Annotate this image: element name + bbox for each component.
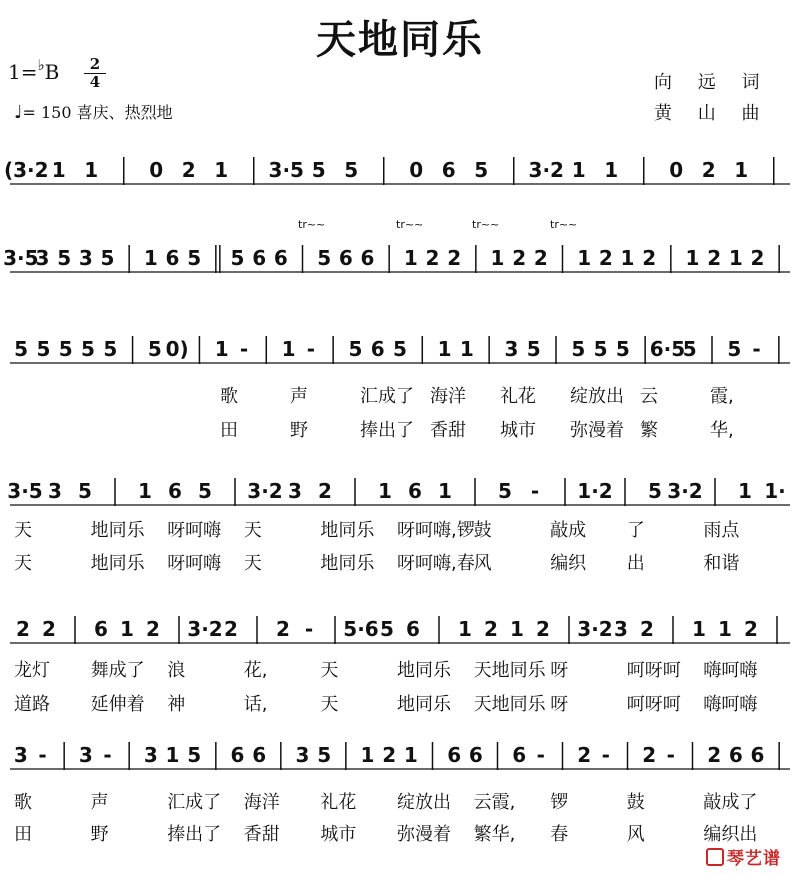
note-token: 3·2 <box>577 617 613 641</box>
lyrics-line-7 <box>0 788 800 818</box>
lyric-segment: 天 <box>320 694 339 715</box>
lyric-segment: 天 <box>243 520 262 541</box>
note-token: 2 <box>447 246 462 270</box>
lyrics-line-6 <box>0 690 800 720</box>
note-token: 6 <box>408 479 422 503</box>
note-token: 1·2 <box>577 479 613 503</box>
quarter-note-icon: ♩ <box>14 102 23 123</box>
lyric-segment: 弥漫着 <box>570 420 624 441</box>
lyric-segment: 嗨呵嗨 <box>703 694 758 715</box>
note-token: 1 <box>604 158 619 182</box>
note-token: 5 <box>593 337 608 361</box>
note-token: 6 <box>370 337 385 361</box>
note-token: 2 <box>425 246 440 270</box>
note-token: - <box>306 337 316 361</box>
lyrics-line-2 <box>0 416 800 446</box>
lyric-segment: 天 <box>320 660 339 681</box>
note-token: 3 <box>288 479 302 503</box>
note-token: 3 <box>48 479 62 503</box>
note-token: 3 <box>78 246 93 270</box>
lyric-segment: 神 <box>167 694 186 715</box>
tempo-marking: ♩= 150 喜庆、热烈地 <box>14 102 173 123</box>
lyric-segment: 弥漫着 <box>397 824 451 845</box>
note-token: 5 <box>187 743 202 767</box>
lyric-segment: 野 <box>290 420 308 441</box>
note-token: 5 <box>344 158 359 182</box>
lyric-segment: 道路 <box>14 694 50 715</box>
lyricist-credit: 向 远 词 <box>654 72 770 93</box>
note-token: 2 <box>484 617 498 641</box>
note-token: 2 <box>536 617 550 641</box>
note-token: 1 <box>728 246 743 270</box>
note-token: 3 <box>504 337 519 361</box>
note-token: 1 <box>214 158 229 182</box>
lyric-segment: 花, <box>243 660 268 681</box>
site-logo: 琴艺谱 <box>706 844 781 869</box>
note-token: 1 <box>51 158 66 182</box>
note-token: 1 <box>84 158 99 182</box>
note-token: 0 <box>149 158 164 182</box>
lyric-segment: 敲成了 <box>703 792 758 813</box>
note-token: 1 <box>685 246 700 270</box>
lyric-segment: 呀呵嗨,锣 <box>397 520 475 541</box>
note-token: 6 <box>273 246 288 270</box>
note-token: 2 <box>42 617 56 641</box>
lyric-segment: 礼花 <box>320 792 357 813</box>
lyric-segment: 了 <box>626 520 645 541</box>
trill-markings: tr~~ tr~~ tr~~ tr~~ <box>298 218 578 231</box>
note-token: 6 <box>94 617 108 641</box>
lyric-segment: 锣 <box>550 792 569 813</box>
lyric-segment: 捧出了 <box>360 420 414 441</box>
note-token: 6 <box>441 158 456 182</box>
note-token: 2 <box>642 246 657 270</box>
note-token: 6 <box>750 743 765 767</box>
note-token: 5 <box>498 479 512 503</box>
note-token: 6 <box>468 743 483 767</box>
note-token: 6 <box>406 617 420 641</box>
lyric-segment: 田 <box>220 420 238 441</box>
note-token: 1 <box>438 479 452 503</box>
note-token: 2 <box>146 617 160 641</box>
note-token: 5 <box>81 337 95 361</box>
note-token: 3·2 <box>667 479 703 503</box>
note-token: - <box>601 743 610 767</box>
lyric-segment: 地同乐 <box>320 553 375 574</box>
note-token: - <box>666 743 675 767</box>
note-token: 2 <box>16 617 30 641</box>
note-token: - <box>103 743 112 767</box>
note-token: 2 <box>382 743 397 767</box>
lyric-segment: 雨点 <box>703 520 740 541</box>
lyric-segment: 呀呵嗨 <box>167 520 222 541</box>
note-token: 6 <box>360 246 375 270</box>
note-token: 2 <box>642 743 657 767</box>
notation-row-5 <box>0 614 800 644</box>
lyric-segment: 海洋 <box>243 792 280 813</box>
note-token: 1· <box>764 479 786 503</box>
lyric-segment: 呵呀呵 <box>626 694 681 715</box>
lyric-segment: 地同乐 <box>90 520 145 541</box>
lyric-segment: 呀 <box>550 660 569 681</box>
note-token: 0 <box>409 158 424 182</box>
note-token: 5 <box>36 337 51 361</box>
note-token: 1 <box>510 617 524 641</box>
lyric-segment: 歌 <box>220 386 238 407</box>
note-token: 2 <box>318 479 332 503</box>
note-token: 2 <box>598 246 613 270</box>
lyric-segment: 敲成 <box>550 520 587 541</box>
lyric-segment: 鼓 <box>626 792 645 813</box>
note-token: 5 <box>648 479 662 503</box>
lyric-segment: 声 <box>90 792 109 813</box>
lyric-segment: 霞, <box>710 386 734 407</box>
lyric-segment: 话, <box>243 694 268 715</box>
note-token: 1 <box>120 617 134 641</box>
composer-credit: 黄 山 曲 <box>654 103 770 124</box>
lyrics-line-8 <box>0 820 800 850</box>
note-token: 3·5 <box>268 158 304 182</box>
lyric-segment: 汇成了 <box>167 792 222 813</box>
lyric-segment: 和谐 <box>703 553 740 574</box>
note-token: 6·5 <box>649 337 686 361</box>
key-signature: 1=♭B <box>8 56 60 84</box>
lyric-segment: 天地同乐 <box>473 694 546 715</box>
note-token: 5·6 <box>343 617 379 641</box>
lyric-segment: 舞成了 <box>90 660 145 681</box>
lyric-segment: 绽放出 <box>570 386 624 407</box>
lyric-segment: 声 <box>290 386 308 407</box>
note-token: 3 <box>143 743 158 767</box>
lyric-segment: 天 <box>14 520 32 541</box>
lyric-segment: 地同乐 <box>397 694 451 715</box>
note-token: 6 <box>252 743 267 767</box>
note-token: 3 <box>295 743 310 767</box>
note-token: 2 <box>224 617 238 641</box>
note-token: 2 <box>707 743 722 767</box>
lyric-segment: 风 <box>626 824 645 845</box>
note-token: 5 <box>727 337 742 361</box>
note-token: 1 <box>734 158 749 182</box>
note-token: 3·5 <box>7 479 43 503</box>
note-token: 1 <box>437 337 452 361</box>
note-token: 1 <box>490 246 505 270</box>
note-token: 3 <box>35 246 50 270</box>
lyric-segment: 地同乐 <box>397 660 451 681</box>
lyric-segment: 绽放出 <box>397 792 451 813</box>
lyric-segment: 出 <box>626 553 645 574</box>
lyric-segment: 田 <box>14 824 32 845</box>
lyric-segment: 繁 <box>640 420 658 441</box>
note-token: 1 <box>738 479 752 503</box>
note-token: 5 <box>474 158 489 182</box>
note-token: 2 <box>640 617 654 641</box>
lyric-segment: 龙灯 <box>14 660 50 681</box>
note-token: 1 <box>281 337 296 361</box>
lyric-segment: 捧出了 <box>167 824 222 845</box>
note-token: 2 <box>181 158 196 182</box>
note-token: 6 <box>165 246 180 270</box>
note-token: 5 <box>147 337 162 361</box>
note-token: 5 <box>198 479 212 503</box>
lyric-segment: 天地同乐 <box>473 660 546 681</box>
note-token: 2 <box>276 617 290 641</box>
note-token: - <box>530 479 540 503</box>
note-token: 5 <box>682 337 697 361</box>
note-token: 3·2 <box>187 617 223 641</box>
lyric-segment: 地同乐 <box>90 553 145 574</box>
note-token: 6 <box>230 743 245 767</box>
note-token: 3·2 <box>528 158 564 182</box>
note-token: 6 <box>252 246 267 270</box>
lyric-segment: 海洋 <box>430 386 466 407</box>
note-token: 2 <box>533 246 548 270</box>
note-token: 5 <box>14 337 29 361</box>
lyric-segment: 天 <box>14 553 32 574</box>
note-token: 1 <box>458 617 472 641</box>
lyric-segment: 华, <box>710 420 734 441</box>
lyrics-line-4 <box>0 549 800 579</box>
note-token: 2 <box>744 617 758 641</box>
lyric-segment: 天 <box>243 553 262 574</box>
lyric-segment: 城市 <box>500 420 536 441</box>
note-token: 1 <box>165 743 180 767</box>
note-token: 5 <box>187 246 202 270</box>
note-token: 3·2 <box>247 479 283 503</box>
lyrics-line-1 <box>0 382 800 412</box>
note-token: 5 <box>317 246 332 270</box>
note-token: - <box>38 743 47 767</box>
note-token: 6 <box>338 246 353 270</box>
lyric-segment: 编织 <box>550 553 587 574</box>
note-token: 1 <box>459 337 474 361</box>
note-token: 5 <box>78 479 92 503</box>
time-signature: 2 4 <box>84 56 106 91</box>
lyric-segment: 繁华, <box>473 824 516 845</box>
lyric-segment: 野 <box>90 824 109 845</box>
note-token: 5 <box>317 743 332 767</box>
lyric-segment: 呀呵嗨,春 <box>397 553 475 574</box>
lyric-segment: 汇成了 <box>360 386 414 407</box>
lyric-segment: 地同乐 <box>320 520 375 541</box>
lyric-segment: 延伸着 <box>90 694 145 715</box>
lyric-segment: 呀呵嗨 <box>167 553 222 574</box>
note-token: 6 <box>728 743 743 767</box>
notation-row-3 <box>0 334 800 364</box>
note-token: 5 <box>393 337 407 361</box>
note-token: 5 <box>615 337 630 361</box>
lyric-segment: 香甜 <box>243 824 280 845</box>
note-token: 0) <box>165 337 189 361</box>
note-token: 3·5 <box>3 246 39 270</box>
note-token: 1 <box>718 617 732 641</box>
note-token: 1 <box>138 479 152 503</box>
lyric-segment: 风 <box>473 553 492 574</box>
note-token: - <box>239 337 249 361</box>
page-title: 天地同乐 <box>316 17 484 63</box>
note-token: 6 <box>512 743 527 767</box>
note-token: 2 <box>512 246 527 270</box>
note-token: 5 <box>58 337 73 361</box>
note-token: - <box>752 337 761 361</box>
note-token: 1 <box>143 246 158 270</box>
note-token: 5 <box>230 246 245 270</box>
note-token: 1 <box>577 246 592 270</box>
note-token: 5 <box>57 246 72 270</box>
note-token: 5 <box>348 337 363 361</box>
note-token: 5 <box>380 617 394 641</box>
note-token: 1 <box>571 158 586 182</box>
note-token: - <box>304 617 314 641</box>
note-token: 2 <box>750 246 765 270</box>
note-token: 2 <box>707 246 722 270</box>
lyric-segment: 云霞, <box>473 792 516 813</box>
note-token: 3 <box>78 743 93 767</box>
note-token: 5 <box>311 158 326 182</box>
logo-icon <box>706 848 724 866</box>
note-token: 1 <box>214 337 229 361</box>
lyric-segment: 礼花 <box>500 386 536 407</box>
lyric-segment: 云 <box>640 386 658 407</box>
lyrics-line-3 <box>0 516 800 546</box>
lyric-segment: 呵呀呵 <box>626 660 681 681</box>
lyric-segment: 嗨呵嗨 <box>703 660 758 681</box>
lyric-segment: 编织出 <box>703 824 758 845</box>
note-token: 5 <box>526 337 541 361</box>
lyric-segment: 鼓 <box>473 520 492 541</box>
note-token: 1 <box>403 743 418 767</box>
lyric-segment: 春 <box>550 824 569 845</box>
note-token: 3 <box>13 743 28 767</box>
note-token: 6 <box>447 743 462 767</box>
note-token: 5 <box>103 337 118 361</box>
lyrics-line-5 <box>0 656 800 686</box>
notation-row-2 <box>0 243 800 273</box>
note-token: 6 <box>168 479 182 503</box>
lyric-segment: 呀 <box>550 694 569 715</box>
note-token: 3 <box>614 617 628 641</box>
note-token: - <box>536 743 545 767</box>
lyric-segment: 香甜 <box>430 420 466 441</box>
note-token: 2 <box>701 158 716 182</box>
lyric-segment: 城市 <box>320 824 357 845</box>
notation-row-4 <box>0 476 800 506</box>
note-token: 1 <box>620 246 635 270</box>
notation-row-6 <box>0 740 800 770</box>
note-token: 2 <box>577 743 592 767</box>
lyric-segment: 浪 <box>167 660 186 681</box>
note-token: 5 <box>571 337 586 361</box>
note-token: 1 <box>378 479 392 503</box>
note-token: 1 <box>360 743 375 767</box>
note-token: 1 <box>692 617 706 641</box>
note-token: 0 <box>669 158 684 182</box>
lyric-segment: 歌 <box>14 792 32 813</box>
note-token: 5 <box>100 246 115 270</box>
note-token: (3·2 <box>3 158 49 182</box>
note-token: 1 <box>403 246 418 270</box>
notation-row-1 <box>0 155 800 185</box>
